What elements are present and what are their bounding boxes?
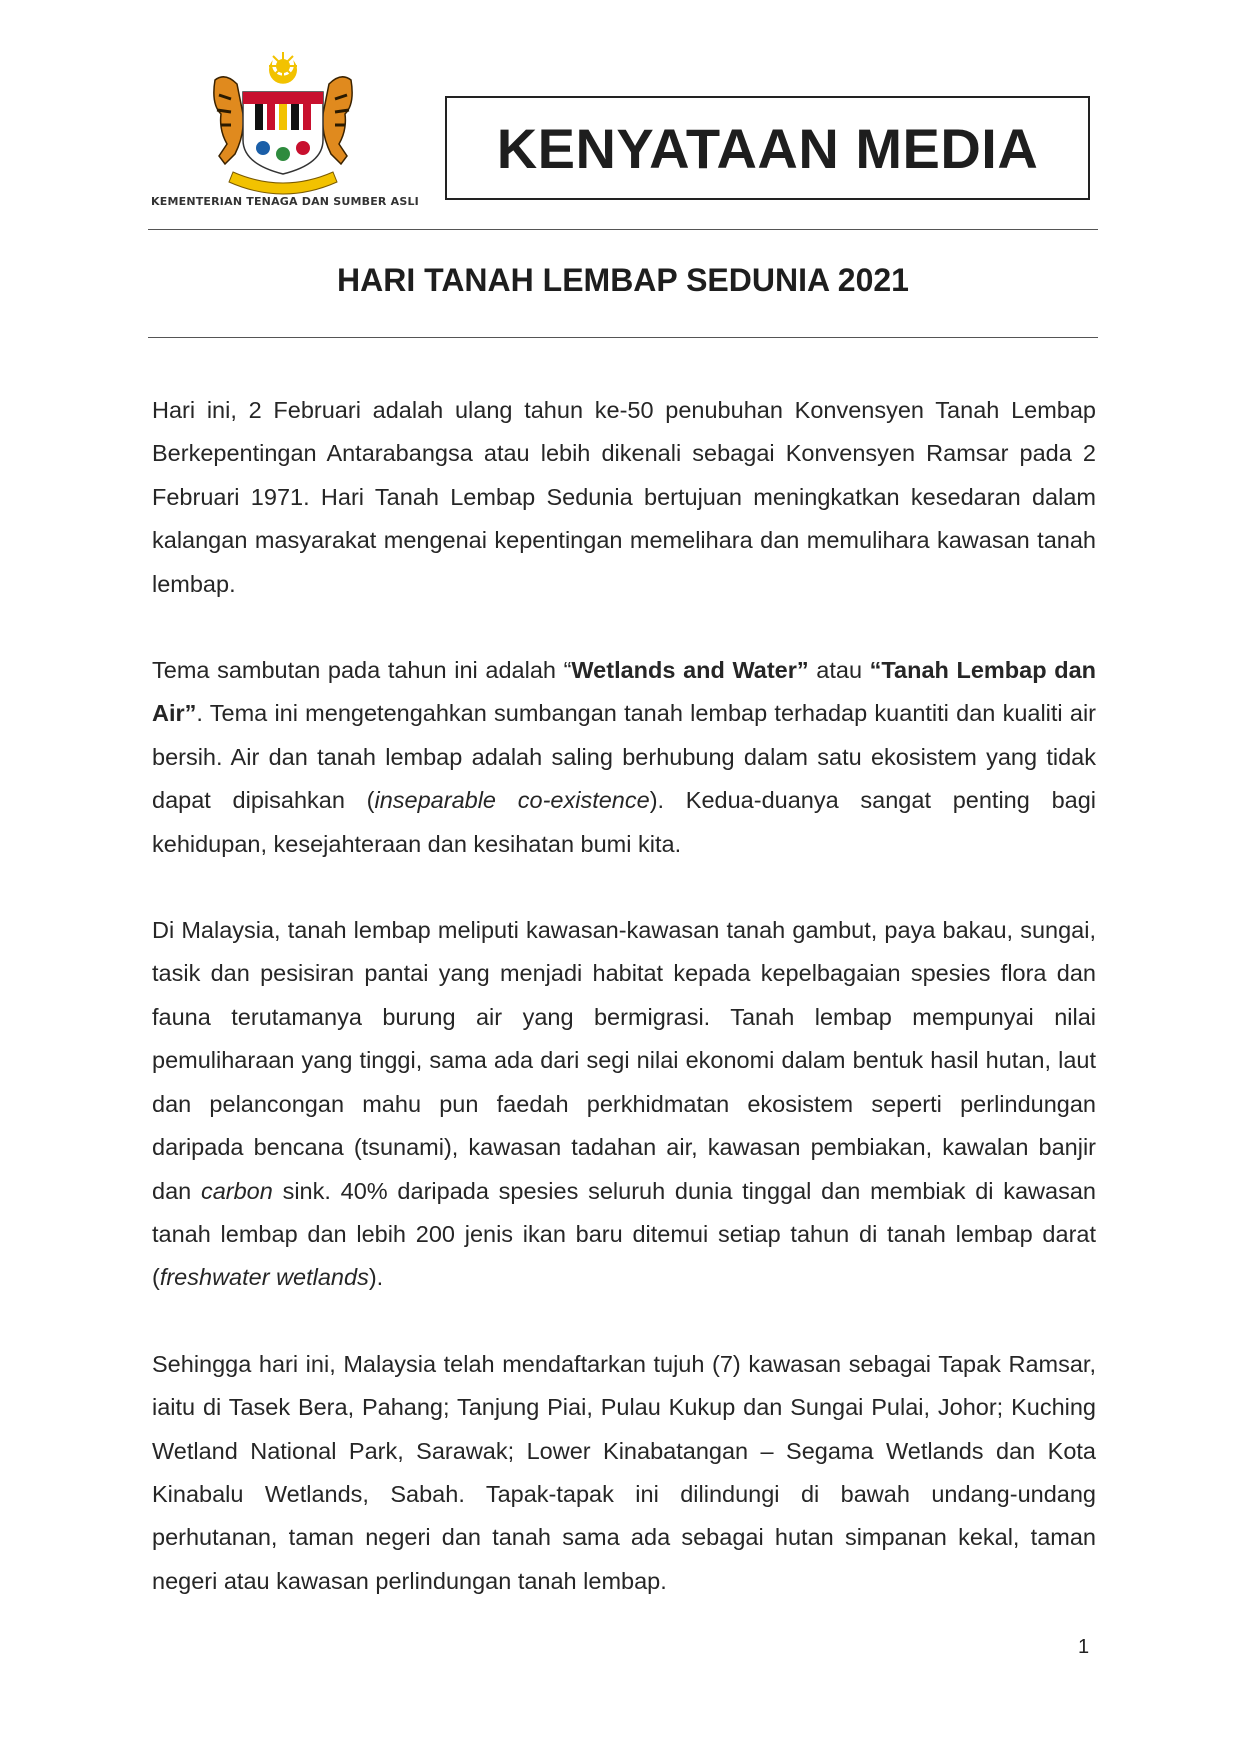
- paragraph-1: Hari ini, 2 Februari adalah ulang tahun ke-50 penubuhan Konvensyen Tanah Lembap Berkepentingan Antarabangsa atau lebih dikenali sebagai Konvensyen Ramsar pada 2 Februari 1971. Hari Tanah Lembap Sedunia bertujuan meningkatkan kesedaran dalam kalangan masyarakat mengenai kepentingan memelihara dan memulihara kawasan tanah lembap.: [152, 397, 1096, 597]
- ministry-name: KEMENTERIAN TENAGA DAN SUMBER ASLI: [151, 195, 419, 208]
- paragraph-3: Di Malaysia, tanah lembap meliputi kawasan-kawasan tanah gambut, paya bakau, sungai, tasik dan pesisiran pantai yang menjadi habitat kepada kepelbagaian spesies flora dan fauna terutamanya burung air yang bermigrasi. Tanah lembap mempunyai nilai pemuliharaan yang tinggi, sama ada dari segi nilai ekonomi dalam bentuk hasil hutan, laut dan pelancongan mahu pun faedah perkhidmatan ekosistem seperti perlindungan daripada bencana (tsunami), kawasan tadahan air, kawasan pembiakan, kawalan banjir dan carbon sink. 40% daripada spesies seluruh dunia tinggal dan membiak di kawasan tanah lembap dan lebih 200 jenis ikan baru ditemui setiap tahun di tanah lembap darat (freshwater wetlands).: [152, 917, 1096, 1291]
- top-divider: [148, 229, 1098, 230]
- media-statement-label: KENYATAAN MEDIA: [496, 116, 1039, 180]
- title-divider: [148, 337, 1098, 338]
- coat-of-arms-icon: [193, 50, 373, 200]
- paragraph-4: Sehingga hari ini, Malaysia telah mendaftarkan tujuh (7) kawasan sebagai Tapak Ramsar, iaitu di Tasek Bera, Pahang; Tanjung Piai, Pulau Kukup dan Sungai Pulai, Johor; Kuching Wetland National Park, Sarawak; Lower Kinabatangan – Segama Wetlands dan Kota Kinabalu Wetlands, Sabah. Tapak-tapak ini dilindungi di bawah undang-undang perhutanan, taman negeri dan tanah sama ada sebagai hutan simpanan kekal, taman negeri atau kawasan perlindungan tanah lembap.: [152, 1350, 1096, 1594]
- page-number: 1: [1078, 1636, 1090, 1658]
- paragraph-2: Tema sambutan pada tahun ini adalah “Wetlands and Water” atau “Tanah Lembap dan Air”. Tema ini mengetengahkan sumbangan tanah lembap terhadap kuantiti dan kualiti air bersih. Air dan tanah lembap adalah saling berhubung dalam satu ekosistem yang tidak dapat dipisahkan (inseparable co-existence). Kedua-duanya sangat penting bagi kehidupan, kesejahteraan dan kesihatan bumi kita.: [152, 657, 1096, 857]
- document-body: [152, 389, 1096, 1646]
- media-statement-box: [445, 96, 1090, 200]
- document-title: HARI TANAH LEMBAP SEDUNIA 2021: [337, 262, 909, 298]
